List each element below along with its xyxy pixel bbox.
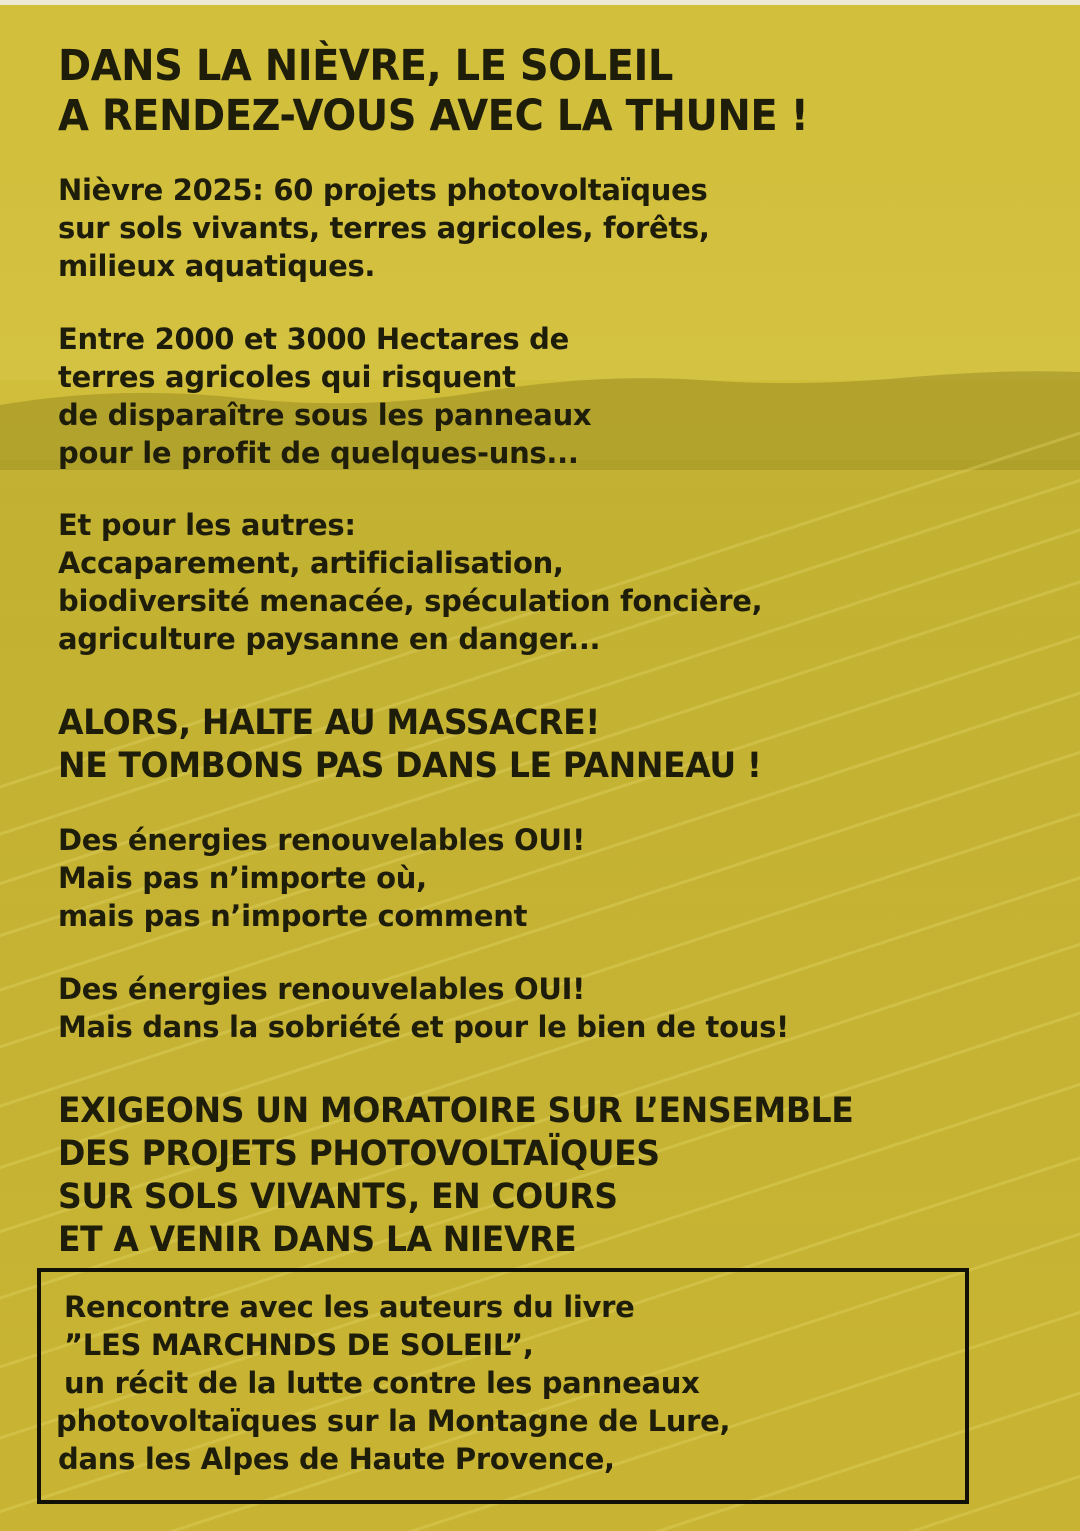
event-line: un récit de la lutte contre les panneaux xyxy=(64,1366,700,1400)
paragraph-line: Des énergies renouvelables OUI! xyxy=(58,823,586,857)
paragraph-line: Mais pas n’importe où, xyxy=(58,861,427,895)
event-line: Rencontre avec les auteurs du livre xyxy=(64,1290,635,1324)
event-line: photovoltaïques sur la Montagne de Lure, xyxy=(56,1404,731,1438)
event-line: dans les Alpes de Haute Provence, xyxy=(58,1442,615,1476)
title-line: A RENDEZ-VOUS AVEC LA THUNE ! xyxy=(58,92,809,141)
paragraph-line: Nièvre 2025: 60 projets photovoltaïques xyxy=(58,173,708,207)
paragraph-line: Mais dans la sobriété et pour le bien de tous! xyxy=(58,1010,789,1044)
demand-line: EXIGEONS UN MORATOIRE SUR L’ENSEMBLE xyxy=(58,1090,854,1131)
paragraph-line: mais pas n’importe comment xyxy=(58,899,528,933)
paragraph-line: terres agricoles qui risquent xyxy=(58,360,516,394)
paragraph-line: Et pour les autres: xyxy=(58,508,356,542)
paragraph-line: sur sols vivants, terres agricoles, forêts, xyxy=(58,211,710,245)
paragraph-line: Entre 2000 et 3000 Hectares de xyxy=(58,322,569,356)
demand-line: ET A VENIR DANS LA NIEVRE xyxy=(58,1219,577,1260)
paragraph-line: Des énergies renouvelables OUI! xyxy=(58,972,586,1006)
demand-line: DES PROJETS PHOTOVOLTAÏQUES xyxy=(58,1133,660,1174)
demand-line: SUR SOLS VIVANTS, EN COURS xyxy=(58,1176,618,1217)
slogan-line: NE TOMBONS PAS DANS LE PANNEAU ! xyxy=(58,745,762,786)
event-line: ”LES MARCHNDS DE SOLEIL”, xyxy=(64,1328,534,1362)
slogan-line: ALORS, HALTE AU MASSACRE! xyxy=(58,702,600,743)
paragraph-line: Accaparement, artificialisation, xyxy=(58,546,564,580)
paragraph-line: milieux aquatiques. xyxy=(58,249,376,283)
title-line: DANS LA NIÈVRE, LE SOLEIL xyxy=(58,42,673,91)
paragraph-line: pour le profit de quelques-uns... xyxy=(58,436,579,470)
paragraph-line: de disparaître sous les panneaux xyxy=(58,398,592,432)
paragraph-line: biodiversité menacée, spéculation foncière, xyxy=(58,584,763,618)
paragraph-line: agriculture paysanne en danger... xyxy=(58,622,601,656)
